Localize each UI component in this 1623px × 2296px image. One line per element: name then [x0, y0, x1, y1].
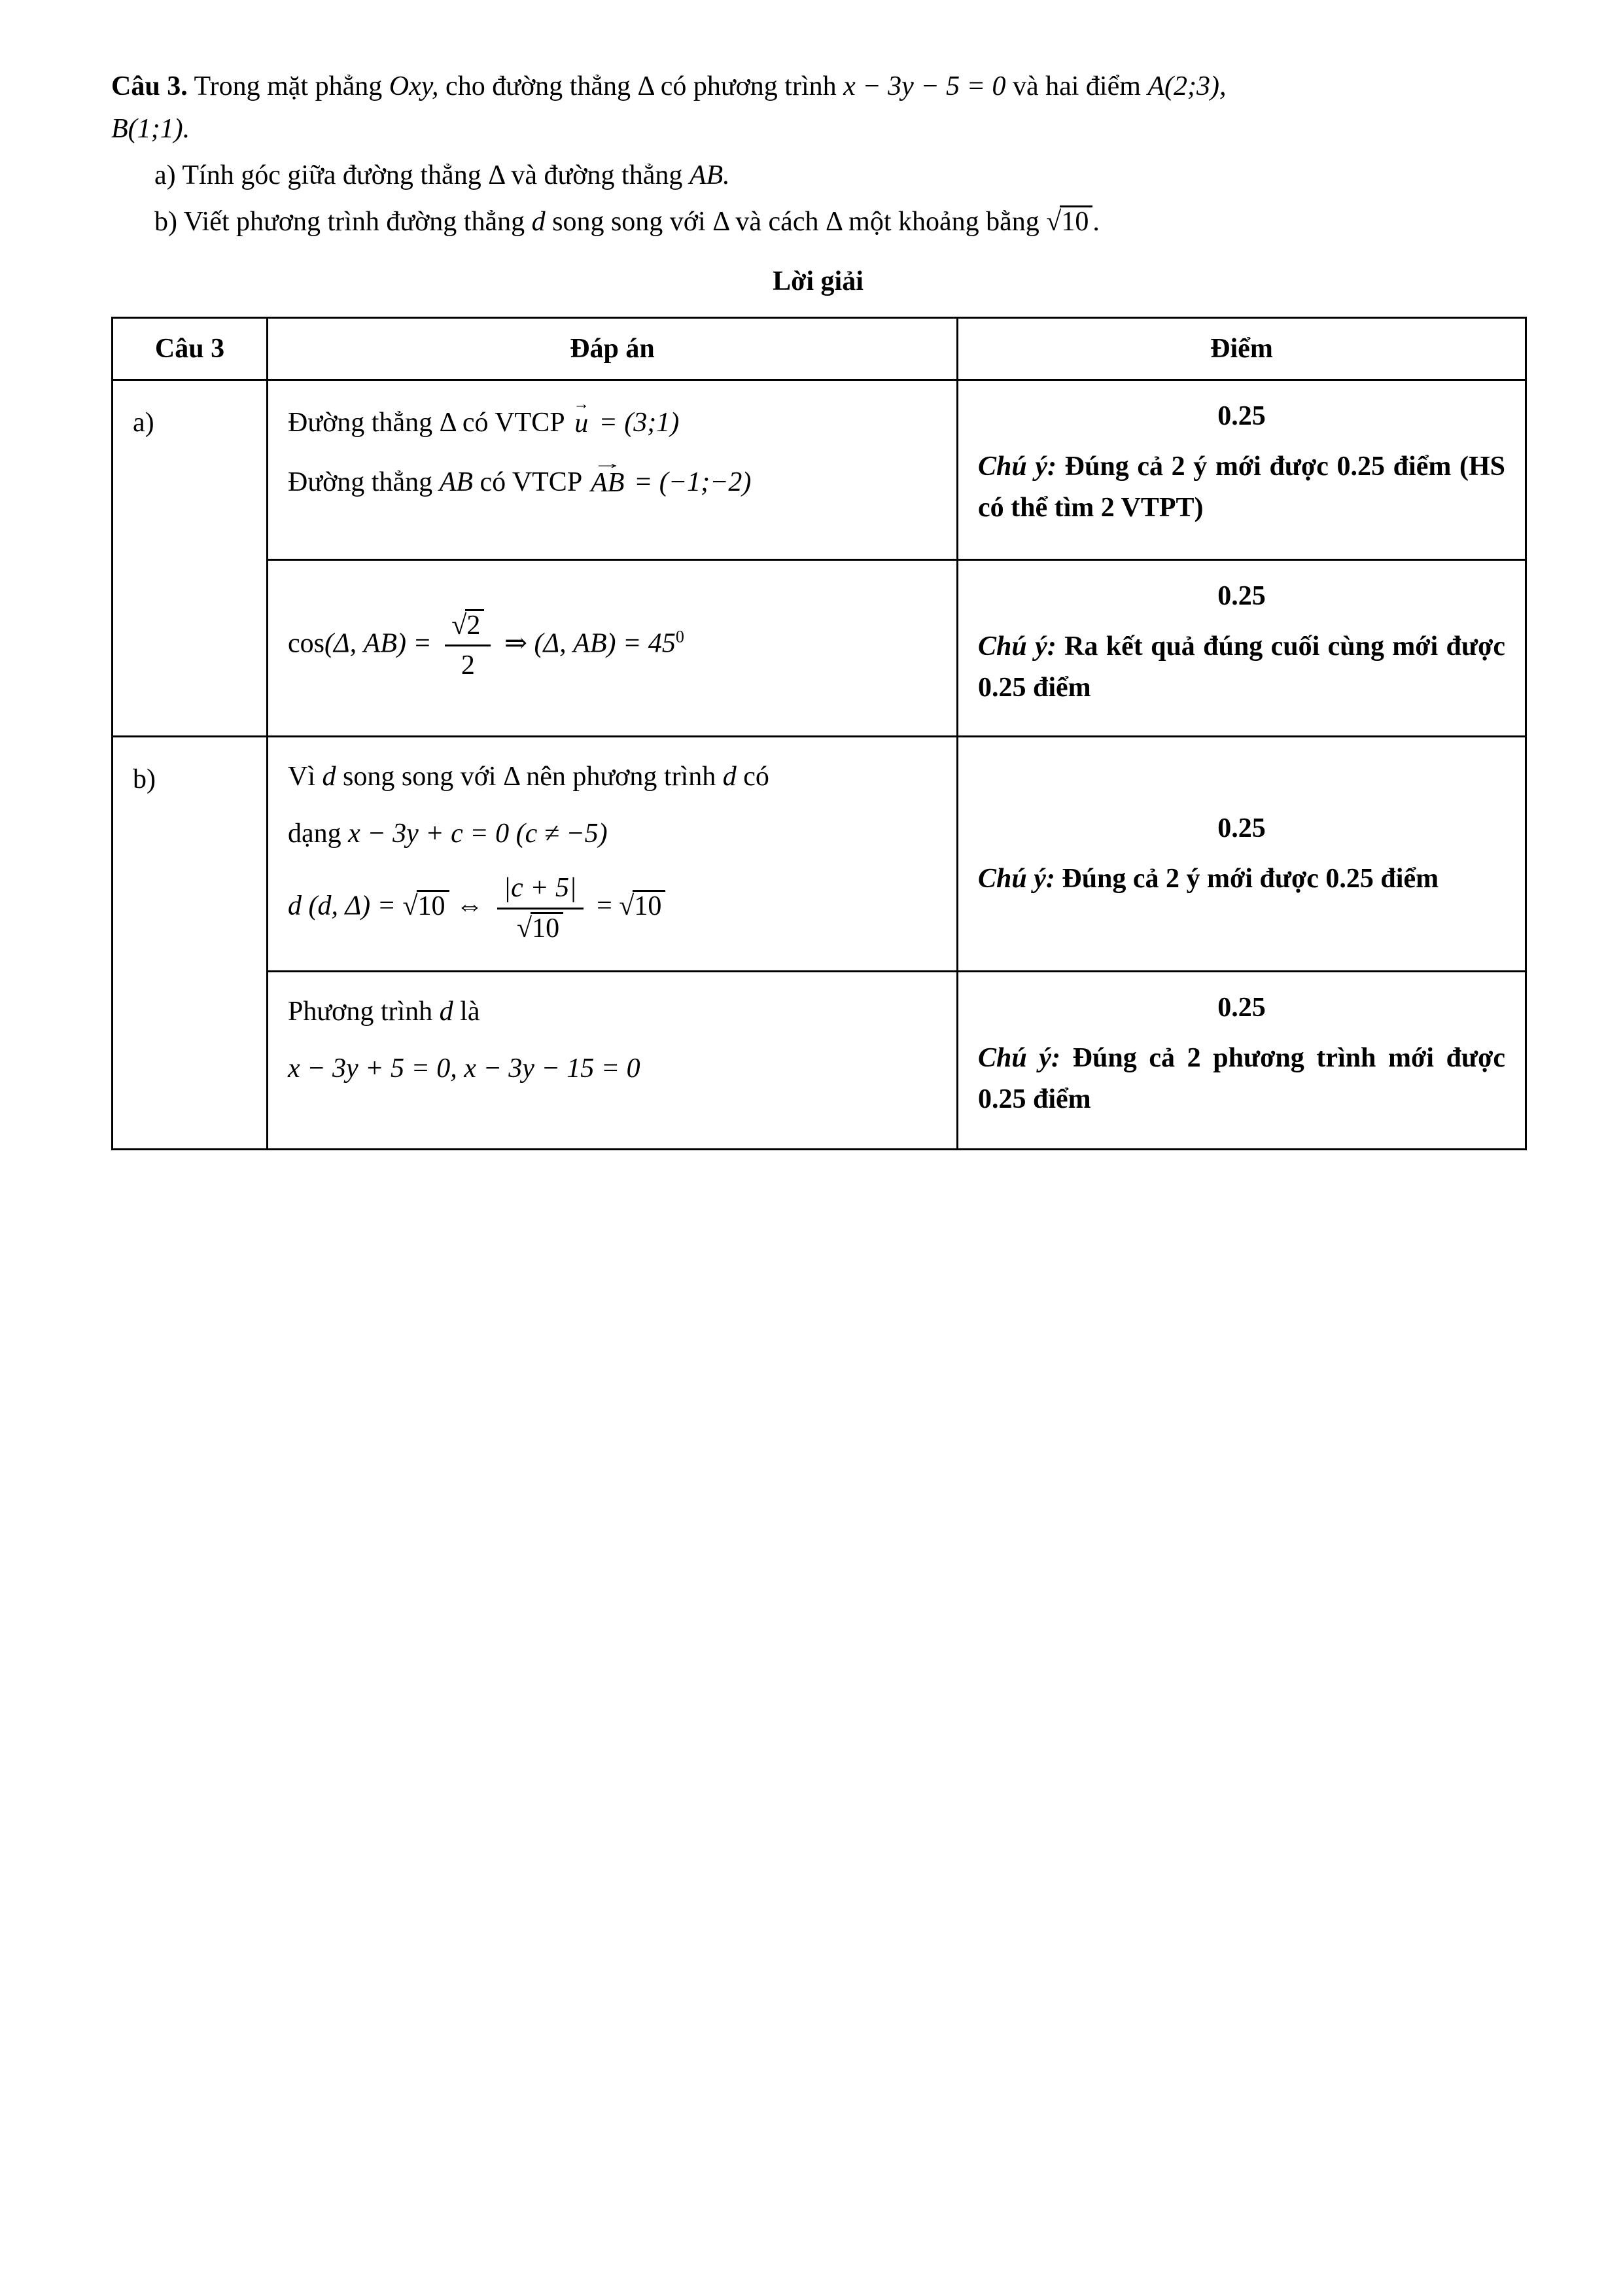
math-d: d: [531, 207, 546, 238]
vector-AB-letters: AB: [591, 467, 625, 498]
math-point-A: A(2;3),: [1147, 71, 1227, 101]
math-AB: AB.: [689, 160, 730, 191]
note-label: Chú ý:: [978, 451, 1056, 482]
row-label-a: [113, 380, 268, 737]
note-text: Đúng cả 2 ý mới được 0.25 điểm (HS có thể tìm 2 VTPT): [978, 451, 1505, 523]
answer-text: nên phương trình: [526, 762, 716, 792]
radicand: 10: [633, 890, 665, 921]
delta-symbol: Δ: [503, 762, 519, 792]
part-a-statement: [154, 154, 1525, 197]
question-label: Câu 3.: [111, 71, 188, 101]
question-text: có phương trình: [660, 71, 837, 101]
points-value: 0.25: [1217, 993, 1266, 1023]
math-cos-lhs: (Δ, AB) =: [324, 628, 432, 659]
math-d: d: [439, 997, 453, 1027]
radicand: 10: [531, 912, 563, 943]
part-b-text: b) Viết phương trình đường thẳng: [154, 207, 525, 238]
math-d: d: [322, 762, 336, 792]
vector-AB: [591, 455, 625, 498]
note-label: Chú ý:: [978, 1043, 1060, 1074]
answer-text: Vì: [288, 762, 315, 792]
degree-superscript: 0: [675, 627, 684, 646]
answer-text: có VTCP: [480, 467, 582, 498]
solution-title: Lời giải: [773, 266, 864, 297]
math-distance-lhs: d (d, Δ) =: [288, 891, 396, 921]
table-row-b1: [113, 737, 1526, 972]
vector-arrow-icon: →: [592, 455, 623, 473]
answer-text: Đường thẳng: [288, 467, 433, 498]
fraction-numerator: [445, 609, 491, 647]
vector-arrow-icon: →: [573, 395, 589, 414]
fraction-abs-over-sqrt10: [497, 871, 584, 945]
answer-line-final-equations: [288, 1049, 942, 1089]
answer-text: Phương trình: [288, 997, 433, 1027]
answer-line-vtcp-ab: [288, 455, 942, 503]
fraction-denominator: 2: [461, 650, 475, 681]
note-label: Chú ý:: [978, 863, 1055, 894]
header-diem: Điểm: [958, 318, 1526, 380]
solution-table: [111, 317, 1527, 1150]
answer-line-parallel: [288, 757, 942, 797]
distance-formula: [288, 871, 942, 945]
sqrt-10-expression: [619, 891, 665, 921]
delta-symbol: Δ: [439, 408, 456, 438]
grading-note: [978, 1038, 1505, 1120]
math-point-B: B(1;1).: [111, 114, 190, 145]
math-AB: AB: [439, 467, 473, 498]
note-text: Đúng cả 2 ý mới được 0.25 điểm: [1062, 863, 1439, 894]
math-AB-value: = (−1;−2): [633, 467, 752, 498]
answer-line-final-intro: [288, 992, 942, 1032]
answer-cell-a1: [268, 380, 958, 560]
answer-text: dạng: [288, 819, 341, 849]
fraction-denominator: [517, 910, 563, 946]
answer-text: là: [460, 997, 480, 1027]
delta-symbol: Δ: [637, 71, 654, 101]
fraction-numerator: |c + 5|: [497, 871, 584, 910]
grading-note: [978, 858, 1505, 900]
answer-text: song song với: [343, 762, 497, 792]
grading-note: [978, 626, 1505, 709]
points-value: 0.25: [1217, 401, 1266, 432]
question-text: và hai điểm: [1012, 71, 1141, 101]
question-statement: [111, 65, 1525, 150]
part-b-statement: [154, 201, 1525, 243]
part-a-text: và đường thẳng: [511, 160, 683, 191]
cos-formula: [288, 609, 942, 683]
note-text: Ra kết quả đúng cuối cùng mới được 0.25 điểm: [978, 631, 1506, 703]
row-label-a-text: a): [133, 408, 154, 438]
score-cell-b2: [958, 972, 1526, 1150]
math-line-equation: x − 3y − 5 = 0: [843, 71, 1006, 101]
math-equation-form: x − 3y + c = 0: [348, 819, 510, 849]
points-value: 0.25: [1217, 813, 1266, 843]
header-cau-3: Câu 3: [113, 318, 268, 380]
math-condition: (c ≠ −5): [515, 819, 608, 849]
answer-cell-a2: [268, 560, 958, 737]
radicand: 2: [465, 609, 484, 640]
sqrt-10-expression: [1046, 207, 1092, 237]
period: .: [1092, 207, 1100, 238]
equals-sign: =: [597, 891, 612, 921]
header-dap-an: Đáp án: [268, 318, 958, 380]
radicand: 10: [1060, 205, 1092, 236]
math-final-equations: x − 3y + 5 = 0, x − 3y − 15 = 0: [288, 1053, 640, 1084]
question-text: Trong mặt phẳng: [194, 71, 383, 101]
grading-note: [978, 446, 1505, 529]
delta-symbol: Δ: [825, 207, 842, 238]
points-value: 0.25: [1217, 581, 1266, 612]
note-text: Đúng cả 2 phương trình mới được 0.25 điểm: [978, 1043, 1506, 1115]
answer-cell-b2: [268, 972, 958, 1150]
radicand: 10: [417, 890, 449, 921]
part-b-text: và cách: [735, 207, 819, 238]
delta-symbol: Δ: [488, 160, 504, 191]
math-oxy: Oxy,: [389, 71, 439, 101]
answer-line-equation-form: [288, 814, 942, 854]
score-cell-b1: [958, 737, 1526, 972]
answer-text: có: [743, 762, 769, 792]
row-label-b-text: b): [133, 764, 156, 795]
answer-cell-b1: [268, 737, 958, 972]
score-cell-a2: [958, 560, 1526, 737]
math-d: d: [722, 762, 737, 792]
table-row-a2: [113, 560, 1526, 737]
sqrt-10-expression: [517, 913, 563, 944]
part-a-text: a) Tính góc giữa đường thẳng: [154, 160, 481, 191]
delta-symbol: Δ: [712, 207, 729, 238]
part-b-text: song song với: [552, 207, 706, 238]
vector-u: [573, 395, 589, 438]
table-row-a1: [113, 380, 1526, 560]
answer-text: có VTCP: [462, 408, 565, 438]
table-row-b2: [113, 972, 1526, 1150]
score-cell-a1: [958, 380, 1526, 560]
math-u-value: = (3;1): [599, 408, 680, 438]
fraction-sqrt2-over-2: [445, 609, 491, 683]
row-label-b: [113, 737, 268, 1150]
answer-text: Đường thẳng: [288, 408, 433, 438]
implies-symbol: ⇒: [504, 628, 528, 659]
math-cos-rhs: (Δ, AB) = 45: [534, 628, 676, 659]
answer-line-vtcp-delta: [288, 395, 942, 443]
question-text: cho đường thẳng: [445, 71, 631, 101]
vector-u-letter: u: [574, 408, 589, 438]
iff-symbol: ⇔: [456, 891, 484, 921]
part-b-text: một khoảng bằng: [848, 207, 1039, 238]
sqrt-2-expression: [451, 610, 484, 641]
table-header-row: [113, 318, 1526, 380]
sqrt-10-expression: [402, 891, 449, 921]
note-label: Chú ý:: [978, 631, 1056, 662]
cos-operator: cos: [288, 628, 324, 659]
